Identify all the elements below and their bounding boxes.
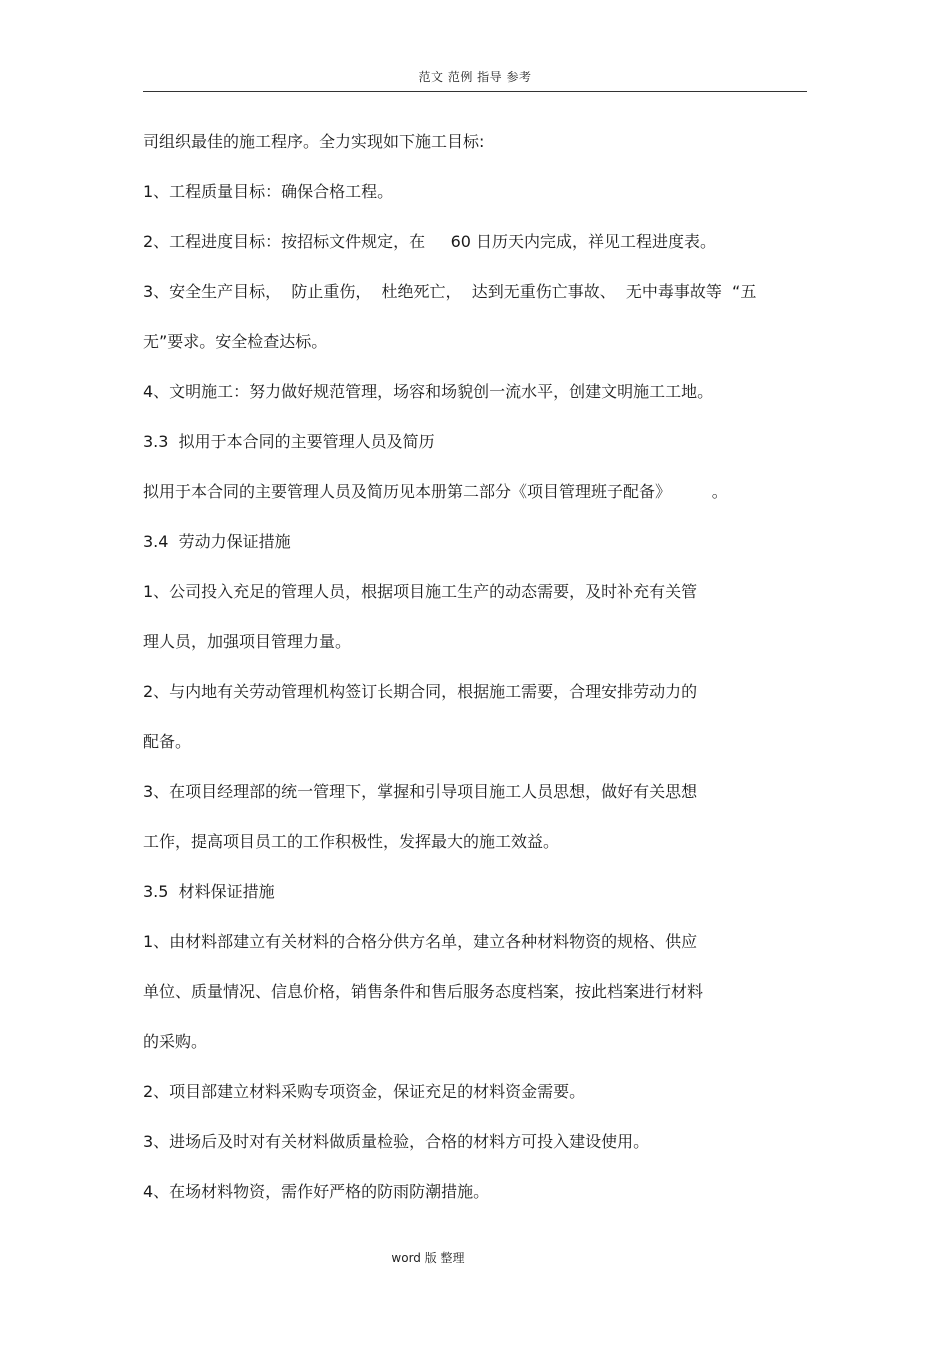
section-heading: 3.4 劳动力保证措施 xyxy=(143,532,291,551)
paragraph-line: 理人员，加强项目管理力量。 xyxy=(143,632,352,651)
paragraph-line: 1、公司投入充足的管理人员，根据项目施工生产的动态需要，及时补充有关管 xyxy=(143,582,698,601)
section-heading: 3.3 拟用于本合同的主要管理人员及简历 xyxy=(143,432,435,451)
page-header: 范文 范例 指导 参考 xyxy=(418,70,532,84)
section-heading: 3.5 材料保证措施 xyxy=(143,882,275,901)
paragraph-line: 1、由材料部建立有关材料的合格分供方名单，建立各种材料物资的规格、供应 xyxy=(143,932,698,951)
paragraph-line: 4、在场材料物资，需作好严格的防雨防潮措施。 xyxy=(143,1182,490,1201)
paragraph-line: 工作，提高项目员工的工作积极性，发挥最大的施工效益。 xyxy=(143,832,560,851)
paragraph-line: 拟用于本合同的主要管理人员及简历见本册第二部分《项目管理班子配备》 。 xyxy=(143,482,728,501)
paragraph-line: 3、安全生产目标， 防止重伤， 杜绝死亡， 达到无重伤亡事故、 无中毒事故等 “五 xyxy=(143,282,757,301)
paragraph-line: 司组织最佳的施工程序。全力实现如下施工目标: xyxy=(143,132,485,151)
paragraph-line: 配备。 xyxy=(143,732,192,751)
paragraph-line: 3、进场后及时对有关材料做质量检验，合格的材料方可投入建设使用。 xyxy=(143,1132,650,1151)
paragraph-line: 2、与内地有关劳动管理机构签订长期合同，根据施工需要，合理安排劳动力的 xyxy=(143,682,698,701)
paragraph-line: 2、工程进度目标：按招标文件规定，在 60 日历天内完成，祥见工程进度表。 xyxy=(143,232,717,251)
paragraph-line: 2、项目部建立材料采购专项资金，保证充足的材料资金需要。 xyxy=(143,1082,586,1101)
header-divider xyxy=(143,91,807,92)
paragraph-line: 的采购。 xyxy=(143,1032,208,1051)
paragraph-line: 4、文明施工：努力做好规范管理，场容和场貌创一流水平，创建文明施工工地。 xyxy=(143,382,714,401)
paragraph-line: 无”要求。安全检查达标。 xyxy=(143,332,328,351)
page-footer: word 版 整理 xyxy=(391,1251,465,1265)
paragraph-line: 单位、质量情况、信息价格，销售条件和售后服务态度档案，按此档案进行材料 xyxy=(143,982,704,1001)
paragraph-line: 1、工程质量目标：确保合格工程。 xyxy=(143,182,394,201)
document-body xyxy=(143,125,813,1225)
paragraph-line: 3、在项目经理部的统一管理下，掌握和引导项目施工人员思想，做好有关思想 xyxy=(143,782,698,801)
